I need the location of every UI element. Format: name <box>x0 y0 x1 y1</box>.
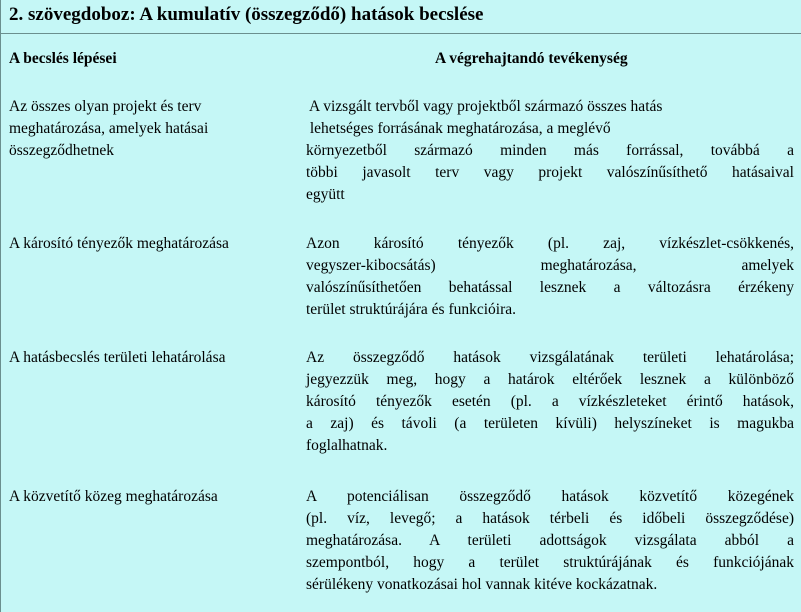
row-1-activity-line-1: A vizsgált tervből vagy projektből származó összes hatás <box>306 98 663 115</box>
row-1-step-line-1: Az összes olyan projekt és terv <box>9 98 202 115</box>
row-4-activity-line-5: sérülékeny vonatkozásai hol vannak kitéve kockázatnak. <box>306 576 658 593</box>
row-3-step-line-1: A hatásbecslés területi lehatárolása <box>9 349 226 366</box>
row-1-activity <box>306 96 794 206</box>
row-4-activity <box>306 486 794 596</box>
row-2-step-line-1: A károsító tényezők meghatározása <box>9 235 229 252</box>
row-1-activity-line-3: környezetből származó minden más forrással, továbbá a <box>306 142 794 159</box>
row-1-step-line-2: meghatározása, amelyek hatásai <box>9 120 209 137</box>
row-3-activity <box>306 347 794 457</box>
row-2-activity-line-3: valószínűsíthetően behatással lesznek a változásra érzékeny <box>306 279 794 296</box>
row-3-activity-line-2: jegyezzük meg, hogy a határok eltérőek lesznek a különböző <box>306 371 794 388</box>
row-1-step <box>9 96 301 162</box>
row-4-step <box>9 486 301 508</box>
row-2-activity-line-2: vegyszer-kibocsátás) meghatározása, amelyek <box>306 257 794 274</box>
row-1-activity-line-2: lehetséges forrásának meghatározása, a meglévő <box>306 120 611 137</box>
row-4-activity-line-1: A potenciálisan összegződő hatások közvetítő közegének <box>306 488 794 505</box>
row-3-activity-line-1: Az összegződő hatások vizsgálatának területi lehatárolása; <box>306 349 794 366</box>
title-divider <box>1 33 801 34</box>
row-2-activity-line-1: Azon károsító tényezők (pl. zaj, vízkészlet-csökkenés, <box>306 235 794 252</box>
activities-column-header: A végrehajtandó tevékenység <box>435 50 628 67</box>
steps-column-header: A becslés lépései <box>9 50 117 67</box>
row-3-activity-line-3: károsító tényezők esetén (pl. a vízkészleteket érintő hatások, <box>306 393 794 410</box>
row-1-activity-line-5: együtt <box>306 186 345 203</box>
row-4-step-line-1: A közvetítő közeg meghatározása <box>9 488 218 505</box>
row-1-activity-line-4: többi javasolt terv vagy projekt valószínűsíthető hatásaival <box>306 164 794 181</box>
box-title: 2. szövegdoboz: A kumulatív (összegződő) hatások becslése <box>9 4 484 25</box>
row-4-activity-line-2: (pl. víz, levegő; a hatások térbeli és időbeli összegződése) <box>306 510 794 527</box>
row-4-activity-line-3: meghatározása. A területi adottságok vizsgálata abból a <box>306 532 794 549</box>
row-2-activity-line-4: terület struktúrájára és funkcióira. <box>306 301 517 318</box>
row-3-step <box>9 347 301 369</box>
row-2-activity <box>306 233 794 321</box>
row-2-step <box>9 233 301 255</box>
row-4-activity-line-4: szempontból, hogy a terület struktúrájának és funkciójának <box>306 554 794 571</box>
row-3-activity-line-4: a zaj) és távoli (a területen kívüli) helyszíneket is magukba <box>306 415 794 432</box>
row-3-activity-line-5: foglalhatnak. <box>306 437 388 454</box>
row-1-step-line-3: összegződhetnek <box>9 142 115 159</box>
